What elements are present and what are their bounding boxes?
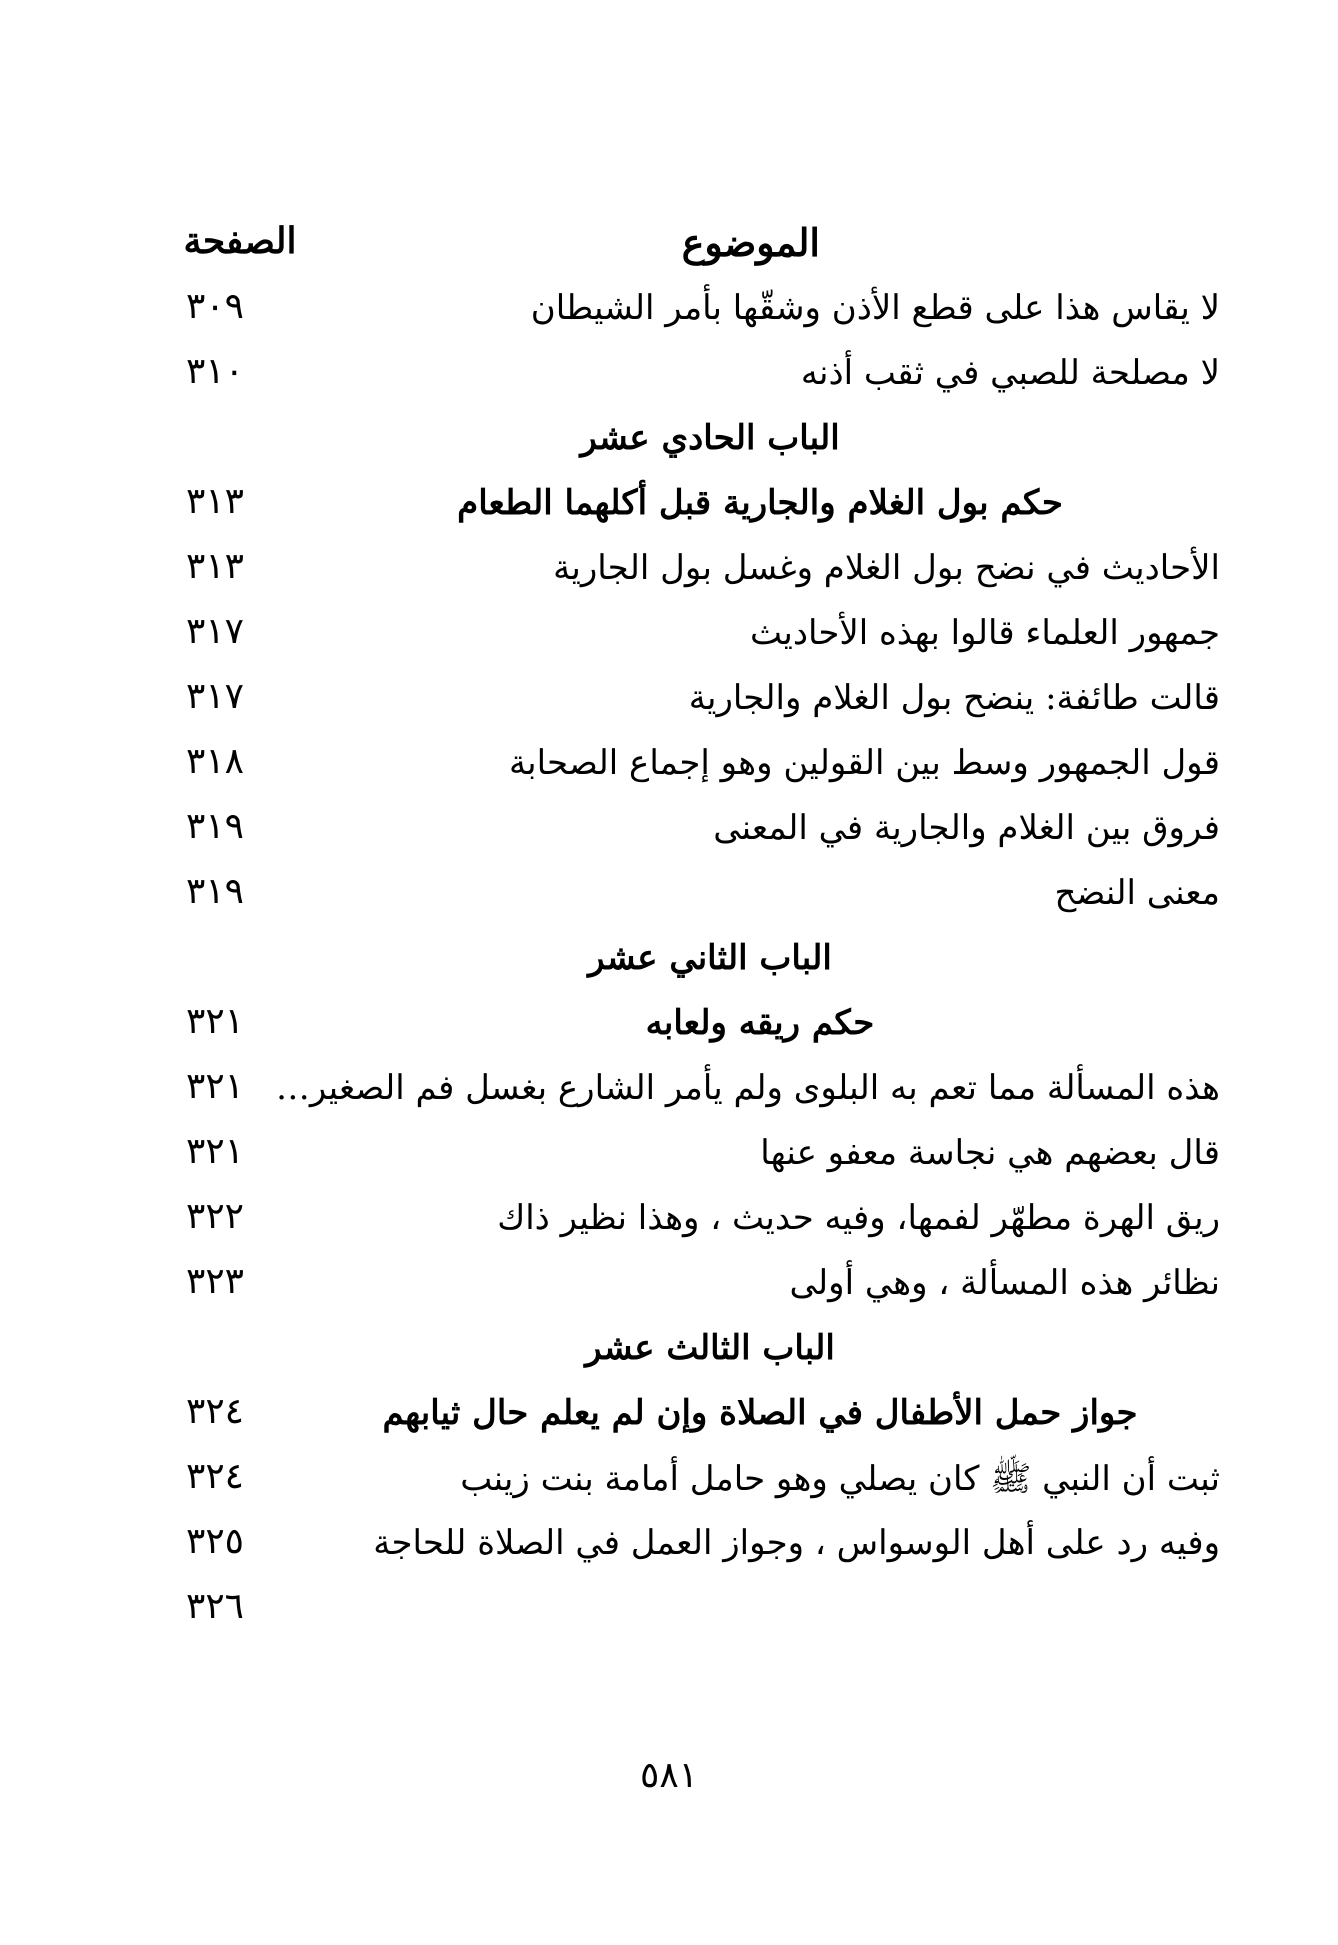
toc-entry-topic: ثبت أن النبي ﷺ كان يصلي وهو حامل أمامة بنت زينب (460, 1459, 1220, 1499)
toc-entry-page: ٣٢١ (185, 1066, 244, 1107)
chapter-title-row (160, 412, 1220, 477)
toc-entry-row (160, 1517, 1220, 1582)
toc-entry-topic: هذه المسألة مما تعم به البلوى ولم يأمر الشارع بغسل فم الصغير… (275, 1068, 1220, 1108)
toc-list (160, 282, 1220, 1647)
chapter-title: الباب الثالث عشر (585, 1328, 835, 1368)
toc-entry-topic: لا يقاس هذا على قطع الأذن وشقّها بأمر الشيطان (530, 288, 1220, 328)
toc-entry-page: ٣٢٢ (185, 1196, 244, 1237)
toc-entry-page: ٣١٨ (185, 741, 244, 782)
toc-entry-row (160, 1257, 1220, 1322)
chapter-heading-row (160, 997, 1220, 1062)
toc-entry-topic: فروق بين الغلام والجارية في المعنى (713, 808, 1220, 848)
toc-entry-topic: الأحاديث في نضح بول الغلام وغسل بول الجارية (553, 548, 1220, 588)
toc-entry-page: ٣٢١ (185, 1001, 244, 1042)
toc-entry-row (160, 1192, 1220, 1257)
toc-entry-page: ٣٢٥ (185, 1521, 244, 1562)
chapter-heading-row (160, 477, 1220, 542)
toc-entry-row (160, 672, 1220, 737)
toc-entry-row (160, 542, 1220, 607)
toc-entry-row (160, 347, 1220, 412)
toc-entry-row (160, 607, 1220, 672)
chapter-heading: جواز حمل الأطفال في الصلاة وإن لم يعلم حال ثيابهم (382, 1393, 1138, 1433)
chapter-heading-row (160, 1387, 1220, 1452)
toc-entry-row (160, 1062, 1220, 1127)
toc-entry-page: ٣١٣ (185, 546, 244, 587)
chapter-heading: حكم ريقه ولعابه (645, 1003, 875, 1043)
toc-entry-topic: ريق الهرة مطهّر لفمها، وفيه حديث ، وهذا نظير ذاك (497, 1198, 1220, 1238)
chapter-title-row (160, 1322, 1220, 1387)
toc-entry-row (160, 867, 1220, 932)
toc-entry-page: ٣١٧ (185, 611, 244, 652)
toc-entry-topic: قالت طائفة: ينضح بول الغلام والجارية (688, 678, 1220, 718)
toc-entry-row (160, 737, 1220, 802)
toc-entry-page: ٣٢٤ (185, 1456, 244, 1497)
chapter-title: الباب الحادي عشر (580, 418, 840, 458)
chapter-title-row (160, 932, 1220, 997)
toc-entry-topic: قال بعضهم هي نجاسة معفو عنها (760, 1133, 1220, 1173)
toc-entry-topic: نظائر هذه المسألة ، وهي أولى (789, 1263, 1220, 1303)
toc-entry-page: ٣١٠ (185, 351, 244, 392)
toc-entry-page: ٣١٧ (185, 676, 244, 717)
chapter-heading: حكم بول الغلام والجارية قبل أكلهما الطعام (457, 483, 1063, 523)
toc-entry-topic: معنى النضح (1054, 873, 1220, 913)
toc-entry-page: ٣٢٤ (185, 1391, 244, 1432)
toc-header (160, 220, 1220, 280)
toc-entry-topic: قول الجمهور وسط بين القولين وهو إجماع الصحابة (508, 743, 1220, 783)
toc-entry-page: ٣٢١ (185, 1131, 244, 1172)
page-number: ٥٨١ (639, 1755, 698, 1796)
toc-entry-page: ٣٢٣ (185, 1261, 244, 1302)
topic-column-label: الموضوع (681, 220, 820, 265)
toc-entry-row (160, 1452, 1220, 1517)
toc-entry-row (160, 1127, 1220, 1192)
toc-entry-topic: وفيه رد على أهل الوسواس ، وجواز العمل في الصلاة للحاجة (373, 1523, 1220, 1563)
toc-entry-page: ٣٢٦ (185, 1586, 244, 1627)
toc-entry-page: ٣٠٩ (185, 286, 244, 327)
toc-entry-page: ٣١٩ (185, 806, 244, 847)
toc-entry-row (160, 282, 1220, 347)
toc-entry-topic: جمهور العلماء قالوا بهذه الأحاديث (749, 613, 1220, 653)
toc-entry-row (160, 802, 1220, 867)
page-column-label: الصفحة (183, 220, 297, 262)
toc-entry-page: ٣١٣ (185, 481, 244, 522)
chapter-title: الباب الثاني عشر (588, 938, 832, 978)
toc-entry-row (160, 1582, 1220, 1647)
toc-entry-topic: لا مصلحة للصبي في ثقب أذنه (800, 353, 1220, 393)
toc-entry-page: ٣١٩ (185, 871, 244, 912)
